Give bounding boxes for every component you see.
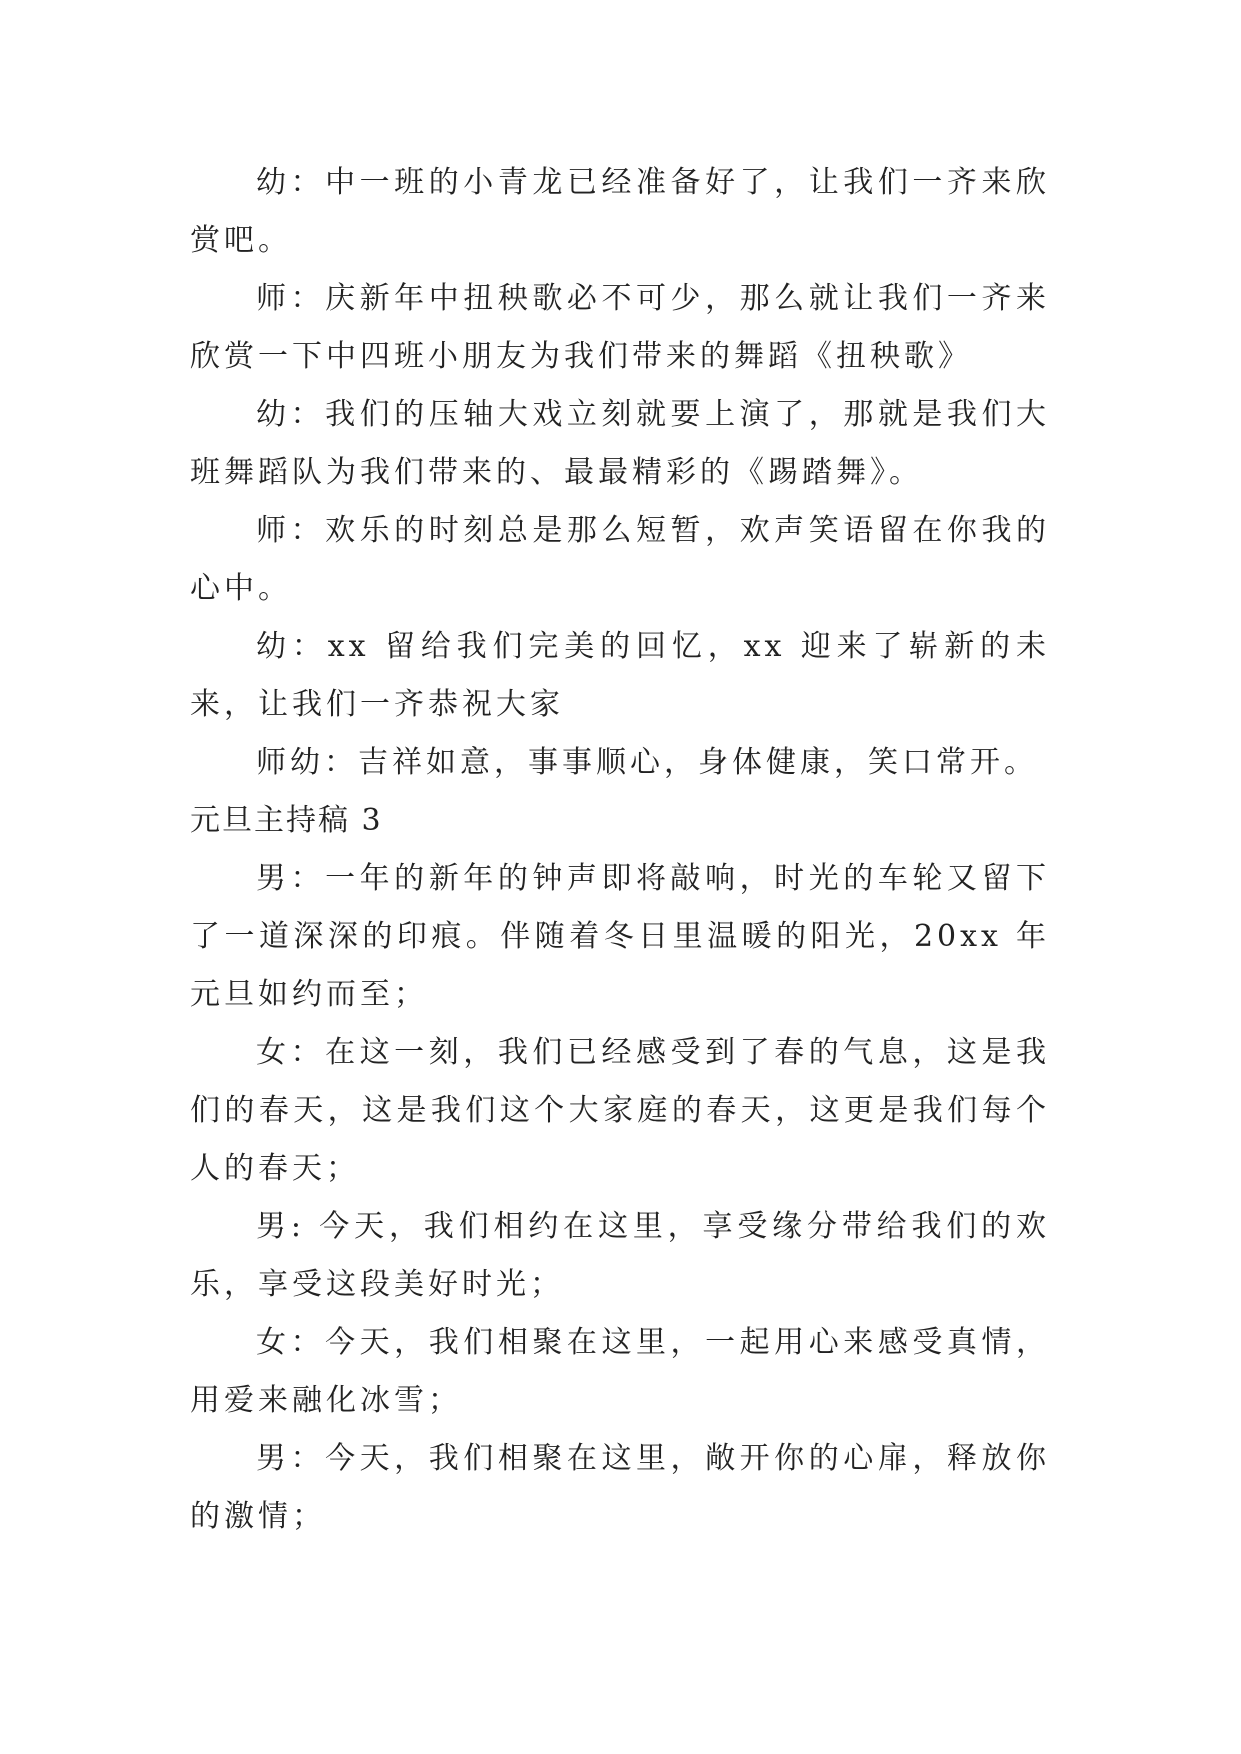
document-body: [190, 154, 1050, 1546]
paragraph: 男：今天，我们相聚在这里，敞开你的心扉，释放你的激情；: [190, 1441, 1050, 1534]
paragraph: 幼：中一班的小青龙已经准备好了，让我们一齐来欣赏吧。: [190, 165, 1050, 258]
section-heading: 元旦主持稿 3: [190, 803, 383, 838]
paragraph: 幼：我们的压轴大戏立刻就要上演了，那就是我们大班舞蹈队为我们带来的、最最精彩的《踢踏舞》。: [190, 397, 1050, 490]
paragraph: 师：庆新年中扭秧歌必不可少，那么就让我们一齐来欣赏一下中四班小朋友为我们带来的舞蹈《扭秧歌》: [190, 281, 1050, 374]
paragraph: 男: 今天，我们相约在这里，享受缘分带给我们的欢乐，享受这段美好时光；: [190, 1209, 1050, 1302]
paragraph: 幼：xx 留给我们完美的回忆，xx 迎来了崭新的未来，让我们一齐恭祝大家: [190, 629, 1050, 722]
paragraph: 师幼：吉祥如意，事事顺心，身体健康，笑口常开。: [256, 745, 1038, 780]
paragraph: 男：一年的新年的钟声即将敲响，时光的车轮又留下了一道深深的印痕。伴随着冬日里温暖的阳光，20xx 年元旦如约而至；: [190, 861, 1050, 1012]
paragraph: 师：欢乐的时刻总是那么短暂，欢声笑语留在你我的心中。: [190, 513, 1050, 606]
paragraph: 女：在这一刻，我们已经感受到了春的气息，这是我们的春天，这是我们这个大家庭的春天，这更是我们每个人的春天；: [190, 1035, 1050, 1186]
paragraph: 女：今天，我们相聚在这里，一起用心来感受真情，用爱来融化冰雪；: [190, 1325, 1050, 1418]
